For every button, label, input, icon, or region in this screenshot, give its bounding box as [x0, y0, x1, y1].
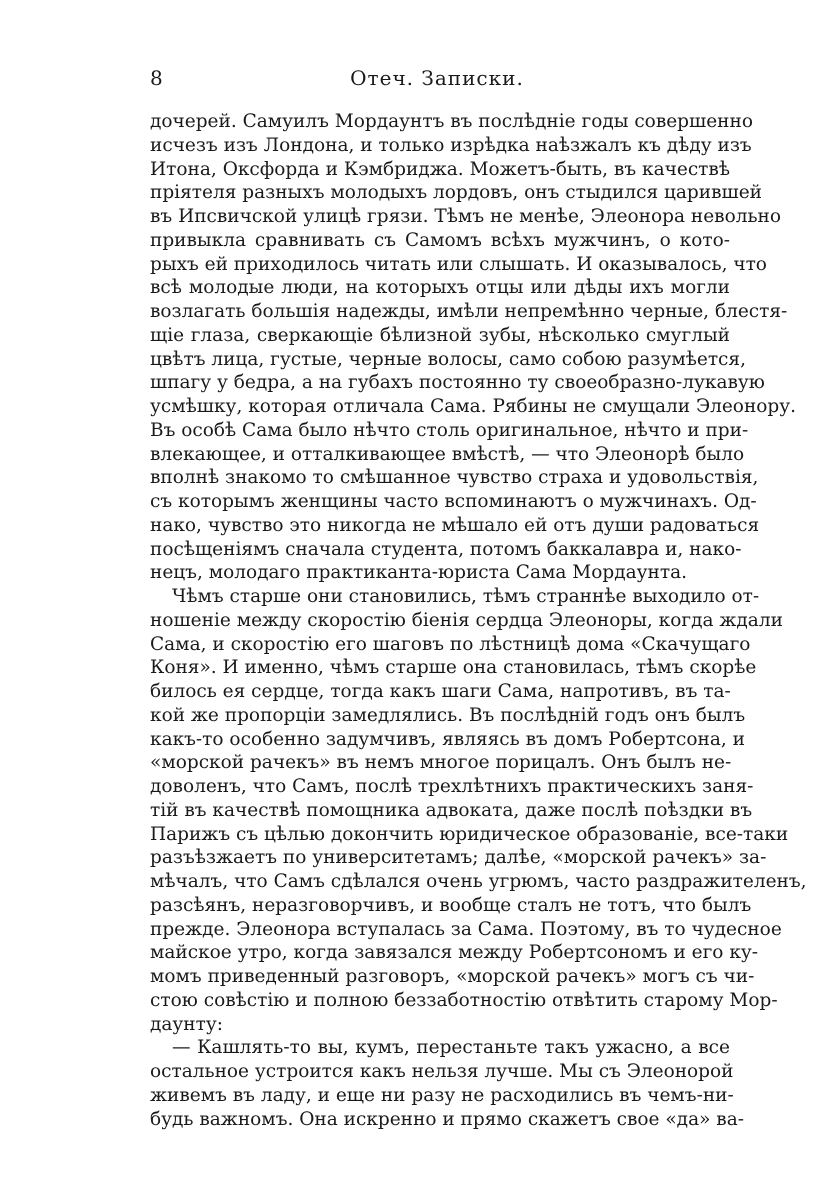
text-line: привыкла сравнивать съ Самомъ всѣхъ мужчинъ, о кото-	[150, 229, 730, 251]
text-line: живемъ въ ладу, и еще ни разу не расходились въ чемъ-ни-	[150, 1084, 734, 1106]
text-line: Итона, Оксфорда и Кэмбриджа. Можетъ-быть, въ качествѣ	[150, 158, 730, 180]
text-line: мѣчалъ, что Самъ сдѣлался очень угрюмъ, часто раздражителенъ,	[150, 871, 807, 892]
text-line: тій въ качествѣ помощника адвоката, даже послѣ поѣздки въ	[150, 799, 753, 821]
text-line: даунту:	[150, 1013, 223, 1035]
text-line: исчезъ изъ Лондона, и только изрѣдка наѣзжалъ къ дѣду изъ	[150, 134, 752, 156]
text-line: нако, чувство это никогда не мѣшало ей отъ души радоваться	[150, 514, 760, 536]
text-line: будь важномъ. Она искренно и прямо скажетъ свое «да» ва-	[150, 1108, 744, 1130]
text-line: доволенъ, что Самъ, послѣ трехлѣтнихъ практическихъ заня-	[150, 776, 754, 797]
text-line: остальное устроится какъ нельзя лучше. Мы съ Элеонорой	[150, 1061, 734, 1082]
text-line: возлагать большія надежды, имѣли непремѣнно черные, блестя-	[150, 301, 788, 322]
text-line: ношеніе между скоростію біенія сердца Элеоноры, когда ждали	[150, 609, 783, 631]
text-line: прежде. Элеонора вступалась за Сама. Поэтому, въ то чудесное	[150, 918, 782, 940]
text-line: момъ приведенный разговоръ, «морской рачекъ» могъ съ чи-	[150, 966, 755, 987]
text-line: Чѣмъ старше они становились, тѣмъ страннѣе выходило от-	[172, 586, 760, 607]
text-line: Сама, и скоростію его шаговъ по лѣстницѣ дома «Скачущаго	[150, 633, 751, 655]
text-line: вполнѣ знакомо то смѣшанное чувство страха и удовольствія,	[150, 467, 759, 489]
text-line: какъ-то особенно задумчивъ, являясь въ домъ Робертсона, и	[150, 728, 745, 750]
page-header	[148, 66, 726, 94]
text-line: разсѣянъ, неразговорчивъ, и вообще сталъ не тотъ, что былъ	[150, 894, 752, 916]
text-line: цвѣтъ лица, густые, черные волосы, само собою разумѣется,	[150, 348, 746, 370]
text-line: Въ особѣ Сама было нѣчто столь оригинальное, нѣчто и при-	[150, 419, 749, 441]
text-line: всѣ молодые люди, на которыхъ отцы или дѣды ихъ могли	[150, 277, 730, 299]
text-line: усмѣшку, которая отличала Сама. Рябины не смущали Элеонору.	[150, 396, 797, 417]
page-number: 8	[150, 66, 163, 90]
text-line: «морской рачекъ» въ немъ многое порицалъ. Онъ былъ не-	[150, 752, 732, 774]
text-line: въ Ипсвичской улицѣ грязи. Тѣмъ не менѣе, Элеонора невольно	[150, 206, 781, 227]
text-line: дочерей. Самуилъ Мордаунтъ въ послѣдніе годы совершенно	[150, 111, 753, 132]
text-line: Парижъ съ цѣлью докончить юридическое образованіе, все-таки	[150, 823, 789, 845]
text-line: майское утро, когда завязался между Робертсономъ и его ку-	[150, 942, 759, 964]
text-line: щіе глаза, сверкающіе бѣлизной зубы, нѣсколько смуглый	[150, 324, 730, 346]
text-line: билось ея сердце, тогда какъ шаги Сама, напротивъ, въ та-	[150, 681, 731, 702]
text-line: Коня». И именно, чѣмъ старше она становилась, тѣмъ скорѣе	[150, 657, 757, 679]
text-line: съ которымъ женщины часто вспоминаютъ о мужчинахъ. Од-	[150, 491, 757, 512]
text-line: пріятеля разныхъ молодыхъ лордовъ, онъ стыдился царившей	[150, 182, 762, 204]
text-line: рыхъ ей приходилось читать или слышать. И оказывалось, что	[150, 253, 767, 275]
text-line: посѣщеніямъ сначала студента, потомъ баккалавра и, нако-	[150, 538, 742, 560]
text-line: шпагу у бедра, а на губахъ постоянно ту своеобразно-лукавую	[150, 372, 765, 394]
text-line: стою совѣстію и полною беззаботностію отвѣтить старому Мор-	[150, 989, 778, 1011]
text-line: кой же пропорціи замедлялись. Въ послѣдній годъ онъ былъ	[150, 704, 746, 726]
text-line: нецъ, молодаго практиканта-юриста Сама Мордаунта.	[150, 562, 687, 584]
text-line: — Кашлять-то вы, кумъ, перестаньте такъ ужасно, а все	[172, 1037, 730, 1059]
body-text	[150, 110, 807, 1131]
running-title: Отеч. Записки.	[350, 66, 524, 90]
text-line: разъѣзжаетъ по университетамъ; далѣе, «морской рачекъ» за-	[150, 847, 767, 869]
text-line: влекающее, и отталкивающее вмѣстѣ, — что Элеонорѣ было	[150, 443, 745, 465]
